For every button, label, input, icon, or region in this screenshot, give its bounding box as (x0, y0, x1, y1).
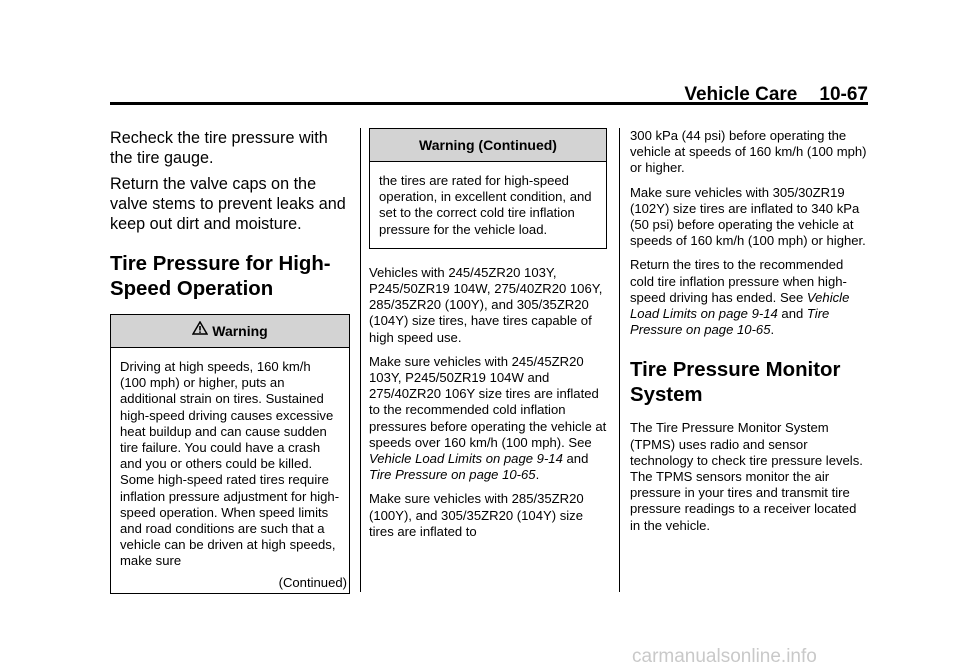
paragraph-high-speed-tires: Vehicles with 245/45ZR20 103Y, P245/50ZR19 104W, 275/40ZR20 106Y, 285/35ZR20 (100Y), and 305/35ZR20 (104Y) size tires, have tires capable of high speed use. (369, 264, 603, 345)
warning-header (111, 315, 349, 348)
link-vehicle-load-limits[interactable]: Vehicle Load Limits on page 9-14 (369, 451, 563, 467)
link-vehicle-load-limits-2[interactable]: Vehicle Load Limits on page 9-14 (630, 289, 850, 322)
warning-body-continued (370, 162, 606, 248)
paragraph-inflation-245: Make sure vehicles with 245/45ZR20 103Y, P245/50ZR19 104W and 275/40ZR20 106Y size tires are inflated to the recommended cold inflation pressures before operating the vehicle at speeds over 160 km/h (100 mph). See Vehicle Load Limits on page 9-14 and Tire Pressure on page 10-65. (369, 353, 607, 483)
continued-label: (Continued) (278, 574, 347, 590)
header-rule (110, 102, 868, 105)
section-heading-tpms: Tire Pressure Monitor System (630, 359, 841, 407)
warning-title: Warning (212, 323, 268, 339)
paragraph-inflation-285: Make sure vehicles with 285/35ZR20 (100Y), and 305/35ZR20 (104Y) size tires are inflated to (369, 491, 584, 539)
warning-box (110, 314, 350, 594)
link-tire-pressure[interactable]: Tire Pressure on page 10-65 (369, 467, 536, 483)
warning-triangle-icon (192, 314, 208, 346)
link-tire-pressure-2[interactable]: Tire Pressure on page 10-65 (630, 306, 830, 338)
warning-header-continued: Warning (Continued) (370, 129, 606, 162)
warning-box-continued (369, 128, 607, 249)
watermark: carmanualsonline.info (632, 646, 817, 667)
column-1 (110, 128, 350, 594)
paragraph-tpms: The Tire Pressure Monitor System (TPMS) uses radio and sensor technology to check tire pressure levels. The TPMS sensors monitor the air pressure in your tires and transmit tire pressure readings to a receiver located in the vehicle. (630, 420, 863, 533)
column-3 (630, 128, 868, 542)
column-divider-1 (360, 128, 361, 592)
paragraph-300kpa: 300 kPa (44 psi) before operating the vehicle at speeds of 160 km/h (100 mph) or higher. (630, 128, 867, 176)
paragraph-recheck: Recheck the tire pressure with the tire gauge. (110, 129, 328, 167)
page-number: 10-67 (819, 84, 868, 105)
warning-body (111, 348, 349, 574)
column-divider-2 (619, 128, 620, 592)
section-heading-high-speed: Tire Pressure for High-Speed Operation (110, 253, 331, 300)
paragraph-return-tires: Return the tires to the recommended cold tire inflation pressure when high-speed driving has ended. See Vehicle Load Limits on page 9-14 and Tire Pressure on page 10-65. (630, 257, 850, 338)
column-2 (369, 128, 607, 548)
section-title: Vehicle Care (684, 84, 798, 105)
warning-text-continued: the tires are rated for high-speed operation, in excellent condition, and set to the correct cold tire inflation pressure for the vehicle load. (379, 173, 592, 237)
warning-text: Driving at high speeds, 160 km/h (100 mph) or higher, puts an additional strain on tires. Sustained high-speed driving causes excessive heat buildup and can cause sudden tire failure. You could have a crash and you or others could be killed. Some high-speed rated tires require inflation pressure adjustment for high-speed operation. When speed limits and road conditions are such that a vehicle can be driven at high speeds, make sure (120, 359, 340, 569)
paragraph-valve-caps: Return the valve caps on the valve stems to prevent leaks and keep out dirt and moisture. (110, 175, 346, 233)
paragraph-305-tires: Make sure vehicles with 305/30ZR19 (102Y) size tires are inflated to 340 kPa (50 psi) before operating the vehicle at speeds of 160 km/h (100 mph) or higher. (630, 184, 866, 249)
